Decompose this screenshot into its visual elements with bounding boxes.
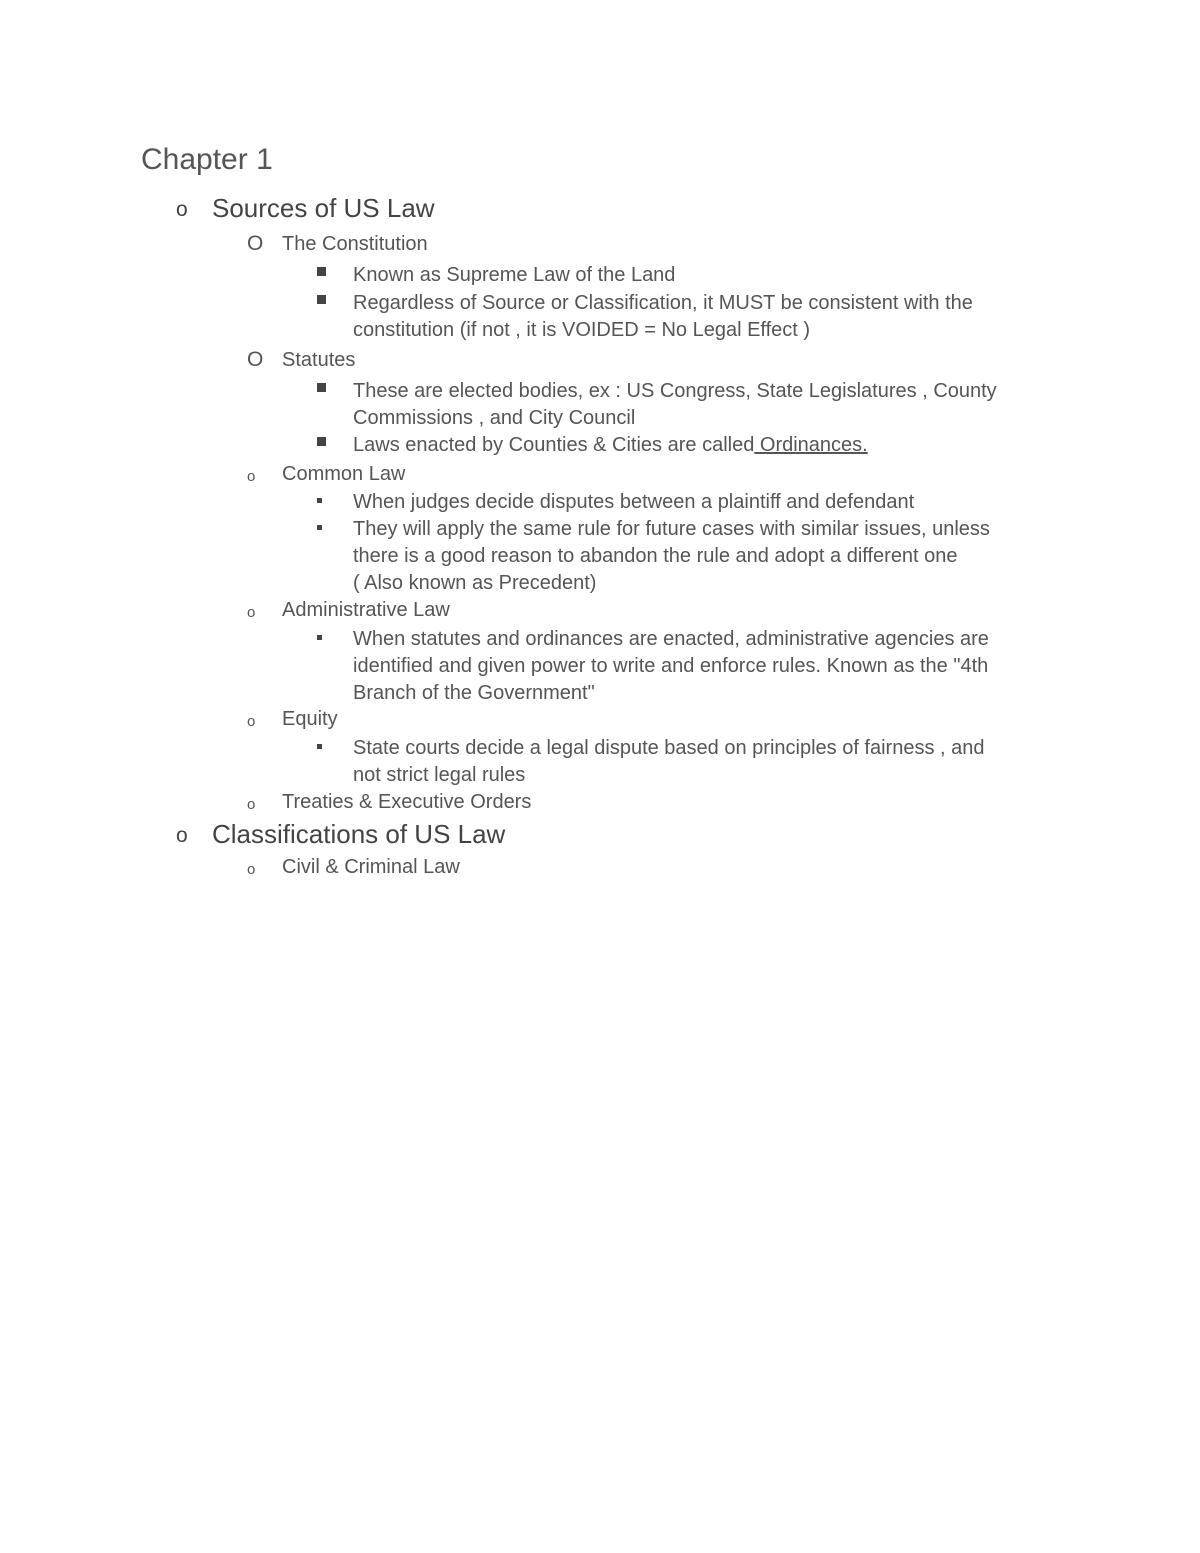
ordinances-link-text: Ordinances. [754,434,868,456]
sub-heading-equity: Equity [282,708,338,730]
square-bullet-icon [317,744,322,749]
sub-bullet: o [247,713,256,730]
list-item: When statutes and ordinances are enacted, administrative agencies are identified and given power to write and enforce rules. Known as the "4th Branch of the Government" [353,628,989,704]
sub-bullet: o [247,796,256,813]
square-bullet-icon [317,525,322,530]
square-bullet-icon [317,267,326,276]
square-bullet-icon [317,295,326,304]
square-bullet-icon [317,383,326,392]
sub-bullet: O [247,348,264,371]
list-item: Regardless of Source or Classification, it MUST be consistent with the constitution (if not , it is VOIDED = No Legal Effect ) [353,292,973,341]
sub-heading-constitution: The Constitution [282,233,428,255]
sub-heading-treaties: Treaties & Executive Orders [282,791,532,813]
sub-bullet: o [247,468,256,485]
list-item: They will apply the same rule for future cases with similar issues, unless there is a good reason to abandon the rule and adopt a different one ( Also known as Precedent) [353,518,990,594]
square-bullet-icon [317,437,326,446]
list-item: Known as Supreme Law of the Land [353,264,676,286]
sub-heading-administrative-law: Administrative Law [282,599,450,621]
sub-bullet: O [247,232,264,255]
list-item: These are elected bodies, ex : US Congress, State Legislatures , County Commissions , and City Council [353,380,997,429]
sub-heading-statutes: Statutes [282,349,356,371]
list-item: State courts decide a legal dispute based on principles of fairness , and not strict legal rules [353,737,985,786]
sub-heading-common-law: Common Law [282,463,406,485]
chapter-title: Chapter 1 [141,143,273,176]
section-title-sources: Sources of US Law [212,193,435,223]
sub-bullet: o [247,604,256,621]
square-bullet-icon [317,635,322,640]
list-item: Laws enacted by Counties & Cities are called Ordinances. [353,434,868,456]
section-bullet: o [176,824,188,847]
sub-bullet: o [247,861,256,878]
list-item: When judges decide disputes between a plaintiff and defendant [353,491,915,513]
sub-heading-civil-criminal: Civil & Criminal Law [282,856,460,878]
square-bullet-icon [317,498,322,503]
section-title-classifications: Classifications of US Law [212,819,506,849]
section-bullet: o [176,198,188,221]
